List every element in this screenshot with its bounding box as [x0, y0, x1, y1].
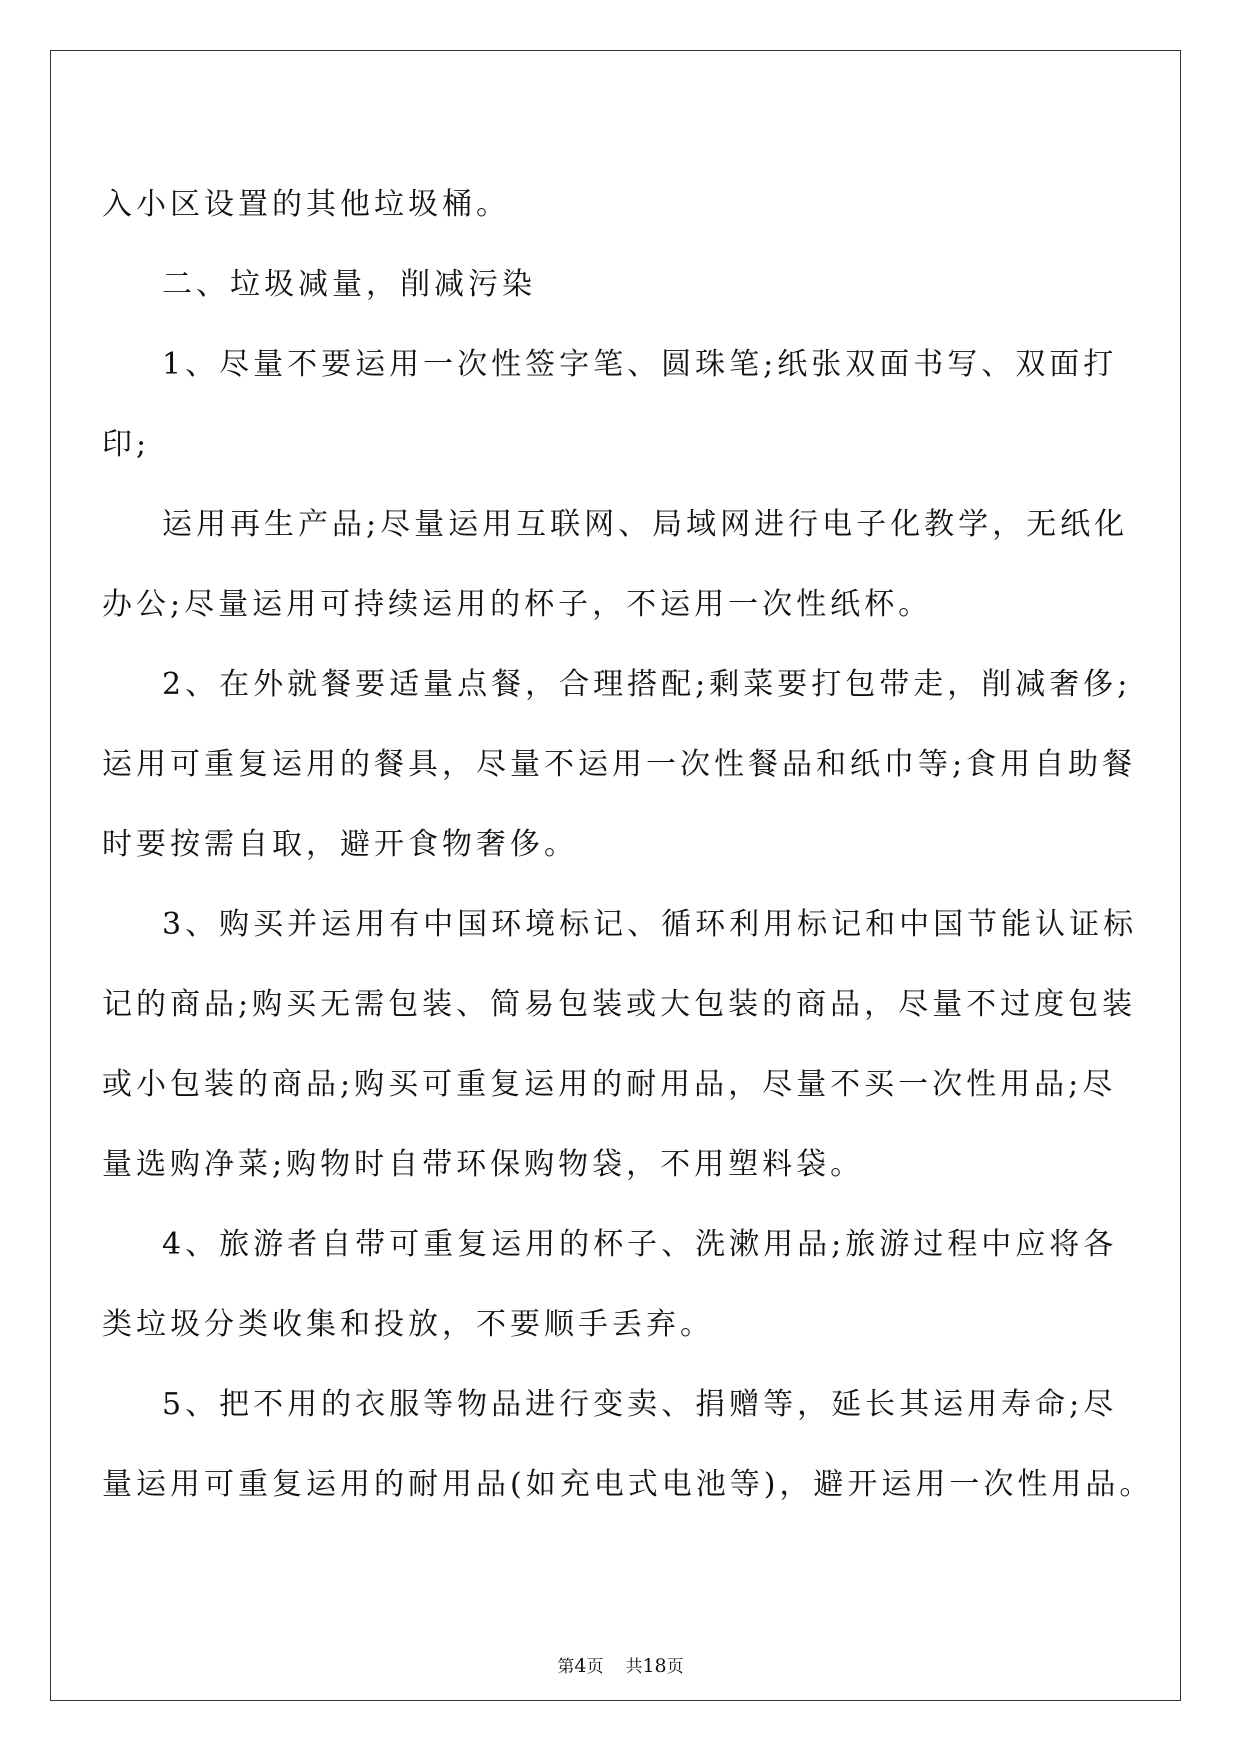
text-line-16: 5、把不用的衣服等物品进行变卖、捐赠等，延长其运用寿命;尽	[162, 1387, 1118, 1422]
text-line-14: 4、旅游者自带可重复运用的杯子、洗漱用品;旅游过程中应将各	[162, 1227, 1118, 1262]
text-line-15: 类垃圾分类收集和投放，不要顺手丢弃。	[102, 1307, 714, 1342]
document-body	[102, 165, 1154, 1525]
text-line-11: 记的商品;购买无需包装、简易包装或大包装的商品，尽量不过度包装	[102, 987, 1137, 1022]
page-suffix: 页	[586, 1657, 604, 1677]
total-prefix: 共	[625, 1657, 643, 1677]
text-line-2: 二、垃圾减量，削减污染	[162, 267, 536, 302]
page-footer	[0, 1652, 1241, 1677]
total-pages: 18	[642, 1655, 667, 1677]
text-line-6: 办公;尽量运用可持续运用的杯子，不运用一次性纸杯。	[102, 587, 933, 622]
text-line-4: 印;	[102, 427, 151, 462]
total-suffix: 页	[666, 1657, 684, 1677]
text-line-7: 2、在外就餐要适量点餐，合理搭配;剩菜要打包带走，削减奢侈;	[162, 667, 1132, 702]
text-line-10: 3、购买并运用有中国环境标记、循环利用标记和中国节能认证标	[162, 907, 1138, 942]
page-prefix: 第	[557, 1657, 575, 1677]
text-line-3: 1、尽量不要运用一次性签字笔、圆珠笔;纸张双面书写、双面打	[162, 347, 1118, 382]
text-line-12: 或小包装的商品;购买可重复运用的耐用品，尽量不买一次性用品;尽	[102, 1067, 1117, 1102]
text-line-1: 入小区设置的其他垃圾桶。	[102, 187, 510, 222]
text-line-5: 运用再生产品;尽量运用互联网、局域网进行电子化教学，无纸化	[162, 507, 1129, 542]
text-line-8: 运用可重复运用的餐具，尽量不运用一次性餐品和纸巾等;食用自助餐	[102, 747, 1137, 782]
text-line-9: 时要按需自取，避开食物奢侈。	[102, 827, 578, 862]
text-line-17: 量运用可重复运用的耐用品(如充电式电池等)，避开运用一次性用品。	[102, 1467, 1154, 1502]
page-number: 4	[574, 1655, 587, 1677]
text-line-13: 量选购净菜;购物时自带环保购物袋，不用塑料袋。	[102, 1147, 865, 1182]
